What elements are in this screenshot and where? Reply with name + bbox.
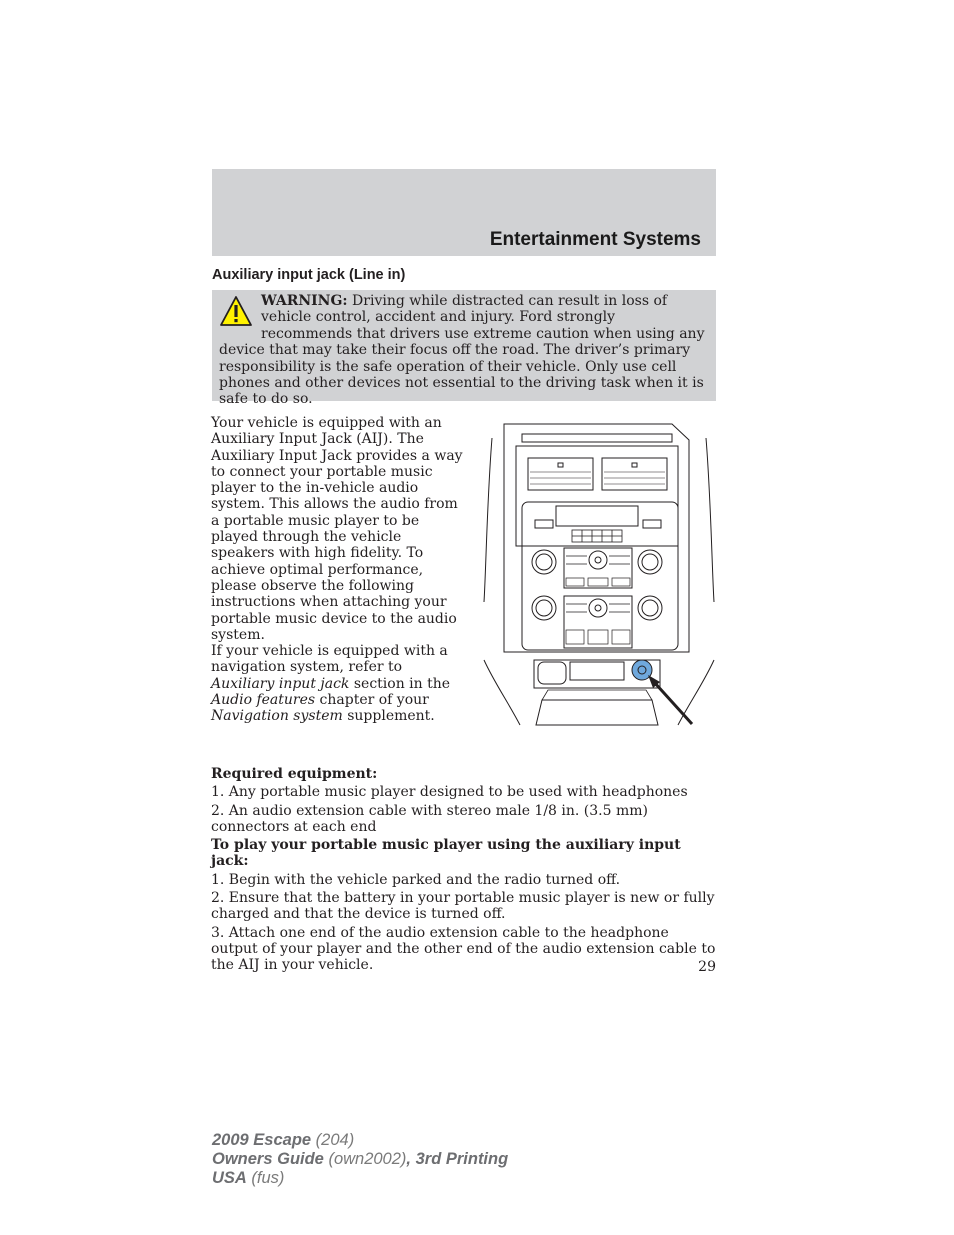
center-console-illustration bbox=[482, 420, 716, 732]
section-title: Auxiliary input jack (Line in) bbox=[212, 267, 406, 283]
intro-p2-text: If your vehicle is equipped with a navigation system, refer to bbox=[211, 643, 448, 676]
footer-guide-code: (own2002) bbox=[323, 1150, 407, 1168]
header-band bbox=[212, 169, 716, 256]
footer-market: USA bbox=[212, 1169, 247, 1187]
instructions-heading: To play your portable music player using the auxiliary input jack: bbox=[211, 837, 681, 870]
page-number: 29 bbox=[698, 959, 716, 975]
document-footer bbox=[212, 1131, 508, 1188]
footer-line-3 bbox=[212, 1169, 508, 1188]
warning-box bbox=[212, 290, 716, 408]
intro-p2-text: chapter of your bbox=[315, 692, 429, 709]
intro-p2-ref-aij: Auxiliary input jack bbox=[211, 675, 350, 692]
intro-p2-text: section in the bbox=[349, 675, 451, 692]
intro-paragraph-1: Your vehicle is equipped with an Auxiliary Input Jack (AIJ). The Auxiliary Input Jack provides a way to connect your portable music player to the in-vehicle audio system. This allows the audio from a portable music player to be played through the vehicle speakers with high fidelity. To achieve optimal performance, please observe the following instructions when attaching your portable music device to the audio system. bbox=[211, 415, 463, 643]
warning-triangle-icon bbox=[219, 295, 253, 327]
footer-line-2 bbox=[212, 1150, 508, 1169]
required-item: 1. Any portable music player designed to be used with headphones bbox=[211, 784, 688, 801]
instruction-step: 2. Ensure that the battery in your portable music player is new or fully charged and that the device is turned off. bbox=[211, 890, 715, 923]
footer-model: 2009 Escape bbox=[212, 1131, 312, 1149]
warning-label: WARNING: bbox=[261, 293, 348, 309]
intro-paragraph-2 bbox=[211, 643, 469, 724]
footer-line-1 bbox=[212, 1131, 508, 1150]
required-item: 2. An audio extension cable with stereo male 1/8 in. (3.5 mm) connectors at each end bbox=[211, 802, 649, 835]
footer-printing: , 3rd Printing bbox=[406, 1150, 509, 1168]
intro-p2-text: supplement. bbox=[342, 708, 435, 725]
chapter-title: Entertainment Systems bbox=[489, 229, 701, 250]
footer-market-code: (fus) bbox=[246, 1169, 285, 1187]
instruction-step: 1. Begin with the vehicle parked and the radio turned off. bbox=[211, 871, 621, 888]
footer-guide: Owners Guide bbox=[212, 1150, 324, 1168]
instruction-step: 3. Attach one end of the audio extension cable to the headphone output of your player and the other end of the audio extension cable to the AIJ in your vehicle. bbox=[211, 924, 716, 974]
intro-p2-ref-nav: Navigation system bbox=[211, 708, 343, 725]
required-heading: Required equipment: bbox=[211, 766, 378, 782]
warning-text: Driving while distracted can result in loss of vehicle control, accident and injury. Ford strongly recommends that drivers use extreme caution when using any device that may take their focus off the road. The driver’s primary responsibility is the safe operation of their vehicle. Only use cell phones and other devices not essential to the driving task when it is safe to do so. bbox=[219, 293, 705, 408]
intro-text bbox=[211, 415, 469, 725]
footer-model-code: (204) bbox=[311, 1131, 355, 1149]
instructions-section bbox=[211, 766, 721, 974]
intro-p2-ref-audio: Audio features bbox=[211, 692, 316, 709]
